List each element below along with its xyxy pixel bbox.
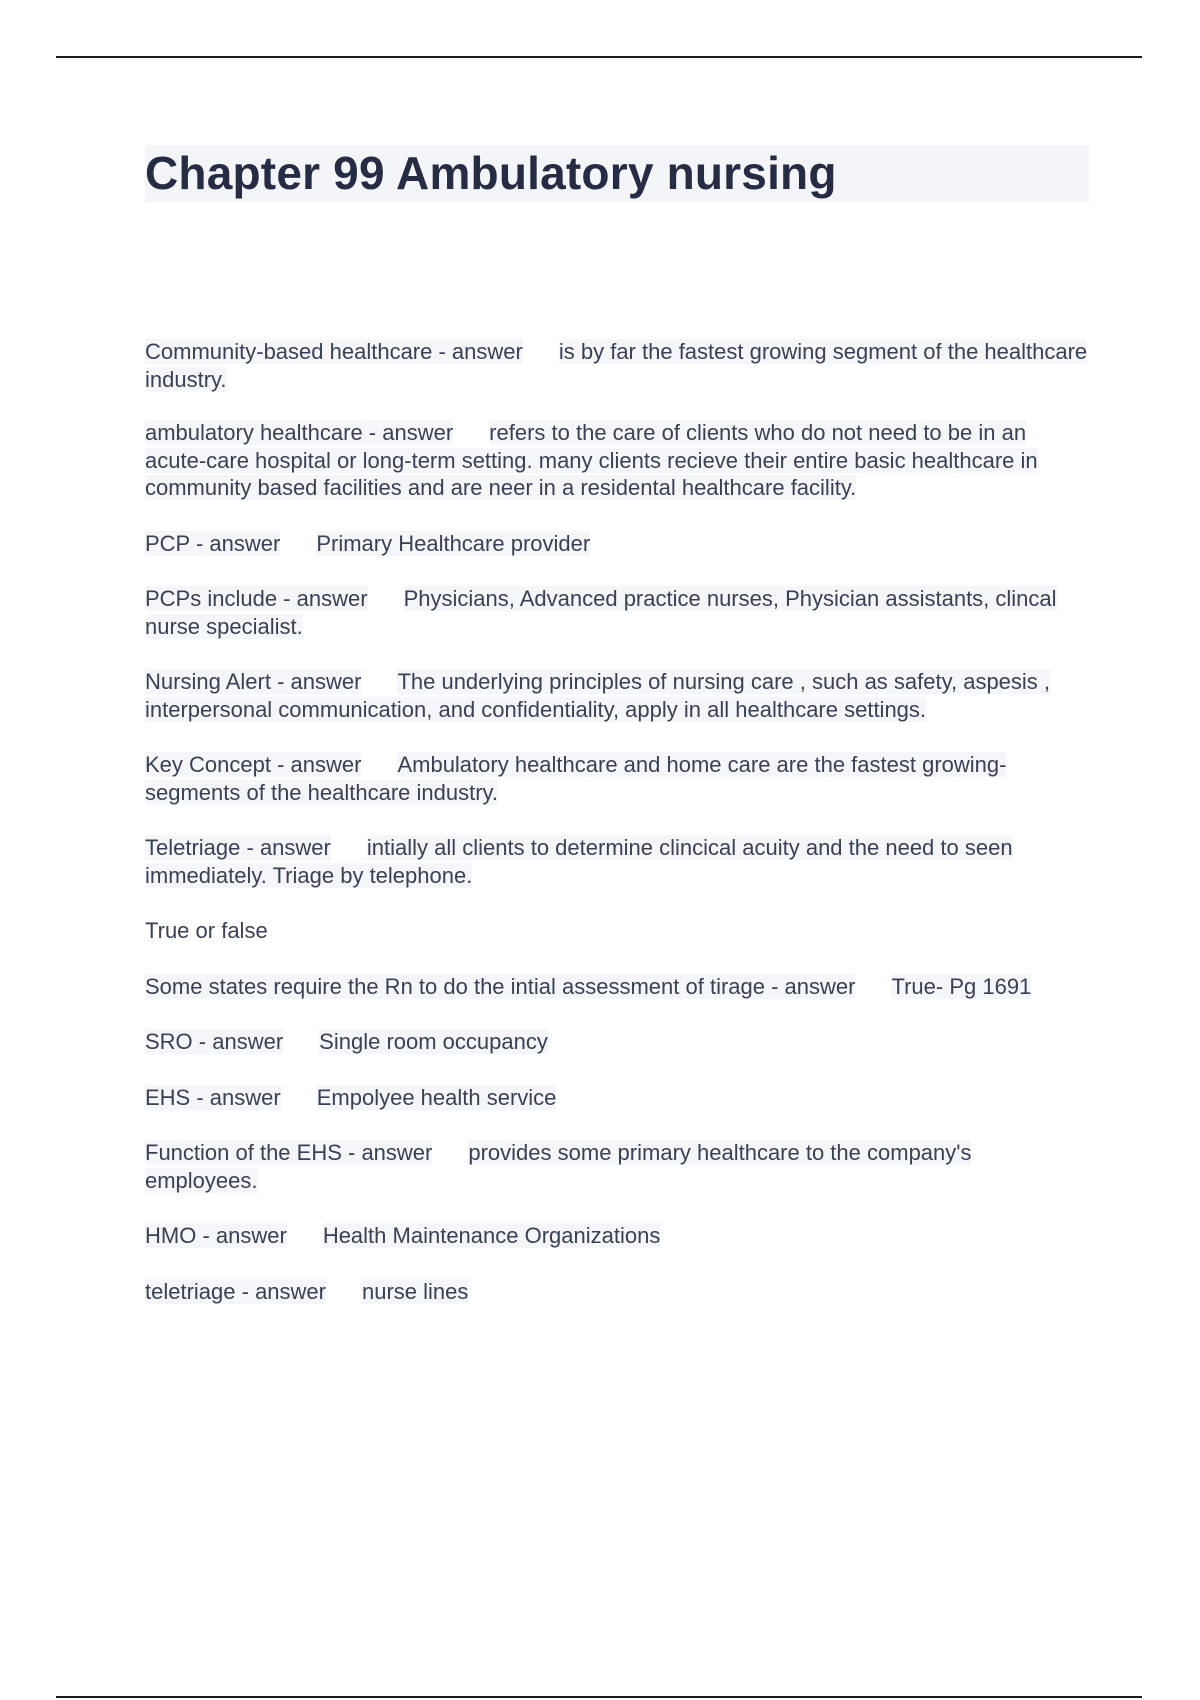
flashcard: [145, 1278, 1090, 1306]
card-answer: Physicians, Advanced practice nurses, Physician assistants, clincal nurse specialist.: [145, 586, 1057, 639]
card-answer: True- Pg 1691: [891, 973, 1032, 999]
plain-text: True or false: [145, 918, 268, 943]
card-term: Key Concept: [145, 752, 271, 777]
flashcard: [145, 973, 1090, 1001]
flashcard: [145, 1222, 1090, 1250]
flashcard-list: [145, 338, 1090, 1305]
card-term: Community-based healthcare: [145, 339, 433, 364]
card-separator: - answer: [341, 1140, 433, 1165]
top-rule: [56, 56, 1142, 58]
card-separator: - answer: [277, 586, 368, 611]
card-answer: Primary Healthcare provider: [316, 530, 591, 556]
card-answer: Ambulatory healthcare and home care are the fastest growing-segments of the healthcare industry.: [145, 752, 1007, 805]
card-answer: The underlying principles of nursing care , such as safety, aspesis , interpersonal communication, and confidentiality, apply in all healthcare settings.: [145, 669, 1051, 722]
flashcard: [145, 419, 1090, 502]
card-separator: - answer: [196, 1223, 287, 1248]
card-term: PCPs include: [145, 586, 278, 611]
card-answer: is by far the fastest growing segment of the healthcare industry.: [145, 339, 1088, 392]
flashcard: [145, 668, 1090, 723]
card-separator: - answer: [270, 752, 362, 777]
card-separator: - answer: [192, 1029, 284, 1054]
card-answer: nurse lines: [362, 1278, 469, 1304]
card-term: ambulatory healthcare: [145, 420, 363, 445]
card-term: Teletriage: [145, 835, 241, 860]
card-separator: - answer: [765, 973, 856, 999]
card-term: SRO: [145, 1029, 193, 1054]
card-separator: - answer: [362, 420, 454, 445]
card-answer: provides some primary healthcare to the company's employees.: [145, 1140, 972, 1193]
card-separator: - answer: [235, 1278, 326, 1304]
card-answer: intially all clients to determine clincical acuity and the need to seen immediately. Triage by telephone.: [145, 835, 1013, 888]
card-separator: - answer: [190, 1084, 281, 1110]
card-term: PCP: [145, 530, 190, 556]
document-title: Chapter 99 Ambulatory nursing: [145, 147, 837, 199]
plain-line: [145, 917, 1090, 945]
card-answer: Empolyee health service: [316, 1084, 557, 1110]
card-term: Function of the EHS: [145, 1140, 342, 1165]
flashcard: [145, 1139, 1090, 1194]
flashcard: [145, 834, 1090, 889]
flashcard: [145, 1084, 1090, 1112]
flashcard: [145, 338, 1090, 393]
card-answer: Health Maintenance Organizations: [322, 1223, 661, 1248]
card-separator: - answer: [432, 339, 523, 364]
card-answer: refers to the care of clients who do not need to be in an acute-care hospital or long-term setting. many clients recieve their entire basic healthcare in community based facilities and are neer in a residental healthcare facility.: [145, 420, 1038, 500]
flashcard: [145, 751, 1090, 806]
card-term: teletriage: [145, 1278, 236, 1304]
card-term: HMO: [145, 1223, 197, 1248]
card-separator: - answer: [270, 669, 362, 694]
card-term: Nursing Alert: [145, 669, 271, 694]
card-answer: Single room occupancy: [319, 1029, 548, 1054]
card-separator: - answer: [240, 835, 331, 860]
card-separator: - answer: [189, 530, 281, 556]
card-term: EHS: [145, 1084, 191, 1110]
bottom-rule: [56, 1696, 1142, 1698]
card-term: Some states require the Rn to do the intial assessment of tirage: [145, 973, 765, 999]
flashcard: [145, 585, 1090, 640]
flashcard: [145, 530, 1090, 558]
flashcard: [145, 1028, 1090, 1056]
